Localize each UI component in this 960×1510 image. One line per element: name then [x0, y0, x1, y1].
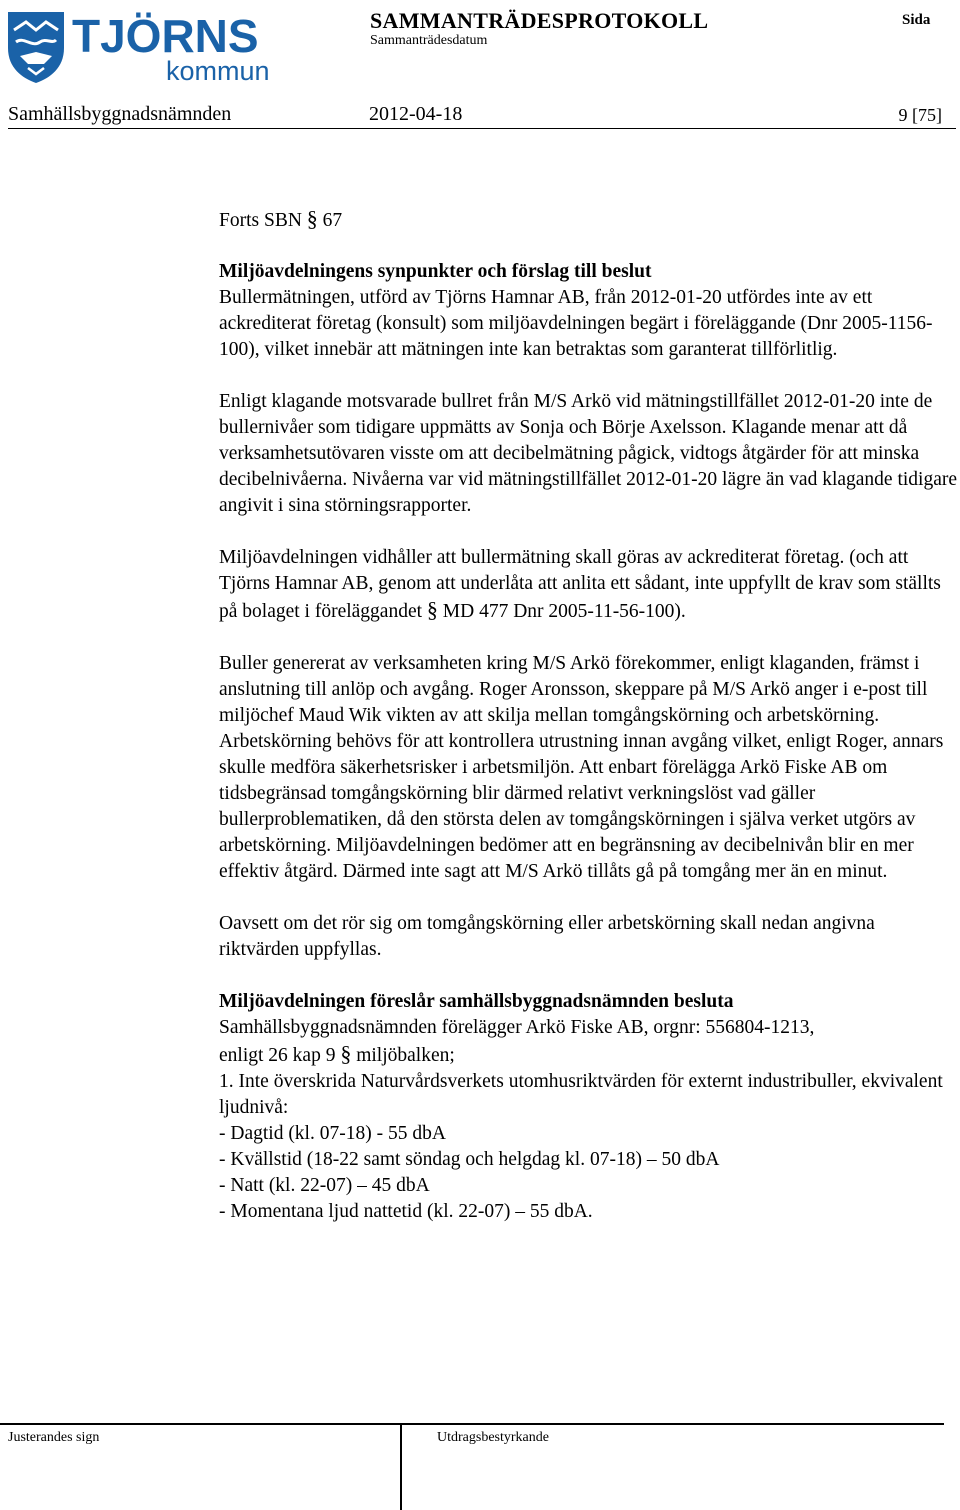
document-type: SAMMANTRÄDESPROTOKOLL — [370, 8, 709, 33]
paragraph-5: Oavsett om det rör sig om tomgångskörning eller arbetskörning skall nedan angivna riktvärden uppfyllas. — [219, 913, 875, 960]
tjorn-crest-icon — [6, 8, 271, 84]
municipality-logo — [6, 8, 271, 84]
sign-label: Justerandes sign — [8, 1430, 100, 1445]
footer-divider — [0, 1423, 944, 1425]
section-reference: Forts SBN § 67 — [219, 206, 343, 231]
committee-name: Samhällsbyggnadsnämnden — [8, 103, 232, 125]
coat-of-arms-icon — [8, 12, 64, 83]
decision-line-2: enligt 26 kap 9 § miljöbalken; — [219, 1041, 455, 1066]
page-label: Sida — [902, 12, 931, 28]
logo-main-text: TJÖRNS — [72, 10, 259, 62]
header-row — [8, 103, 942, 129]
paragraph-1: Bullermätningen, utförd av Tjörns Hamnar AB, från 2012-01-20 utfördes inte av ett ackrediterat företag (konsult) som miljöavdelningen begärt i föreläggande (Dnr 2005-1156-100), vilket innebär att mätningen inte kan betraktas som garanterat tillförlitlig. — [219, 287, 933, 360]
meeting-date: 2012-04-18 — [369, 103, 463, 125]
heading-decision: Miljöavdelningen föreslår samhällsbyggnadsnämnden besluta — [219, 991, 734, 1012]
header-divider — [8, 128, 956, 129]
section-sign: § — [340, 1041, 352, 1066]
footer-column-divider — [400, 1424, 402, 1510]
meeting-date-label: Sammanträdesdatum — [370, 33, 488, 48]
page-number: 9 [75] — [898, 105, 942, 125]
list-item: - Kvällstid (18-22 samt söndag och helgdag kl. 07-18) – 50 dbA — [219, 1149, 720, 1170]
heading-synpunkter: Miljöavdelningens synpunkter och förslag till beslut — [219, 261, 652, 282]
decision-line-1: Samhällsbyggnadsnämnden förelägger Arkö Fiske AB, orgnr: 556804-1213, — [219, 1017, 815, 1038]
section-sign: § — [306, 206, 318, 231]
list-item: - Natt (kl. 22-07) – 45 dbA — [219, 1175, 430, 1196]
document-body — [219, 206, 957, 1225]
paragraph-3: Miljöavdelningen vidhåller att bullermätning skall göras av ackrediterat företag. (och att Tjörns Hamnar AB, genom att underlåta att anlita ett sådant, inte uppfyllt de krav som ställts på bolaget i föreläggandet § MD 477 Dnr 2005-11-56-100). — [219, 547, 941, 622]
paragraph-4: Buller genererat av verksamheten kring M/S Arkö förekommer, enligt klaganden, främst i anslutning till anlöp och avgång. Roger Aronsson, skeppare på M/S Arkö anger i e-post till miljöchef Maud Wik vikten av att skilja mellan tomgångskörning och arbetskörning. Arbetskörning behövs för att kontrollera utrustning innan avgång vilket, enligt Roger, annars skulle medföra säkerhetsrisker i arbetsmiljön. Att enbart förelägga Arkö Fiske AB om tidsbegränsad tomgångskörning blir därmed relativt verkningslöst vad gäller bullerproblematiken, då den största delen av tomgångskörningen i själva verket utgörs av arbetskörning. Miljöavdelningen bedömer att en begränsning av decibelnivån blir en mer effektiv åtgärd. Därmed inte sagt att M/S Arkö tillåts gå på tomgång mer än en minut. — [219, 653, 944, 882]
list-item: - Dagtid (kl. 07-18) - 55 dbA — [219, 1123, 446, 1144]
paragraph-2: Enligt klagande motsvarade bullret från M/S Arkö vid mätningstillfället 2012-01-20 inte de bullernivåer som tidigare uppmätts av Sonja och Börje Axelsson. Klagande menar att då verksamhetsutövaren visste om att decibelmätning pågick, vidtogs åtgärder för att minska decibelnivåerna. Nivåerna var vid mätningstillfället 2012-01-20 lägre än vad klagande tidigare angivit i sina störningsrapporter. — [219, 391, 958, 516]
section-sign: § — [426, 597, 438, 622]
logo-sub-text: kommun — [166, 56, 270, 84]
list-item: - Momentana ljud nattetid (kl. 22-07) – 55 dbA. — [219, 1201, 593, 1222]
list-item: 1. Inte överskrida Naturvårdsverkets utomhusriktvärden för externt industribuller, ekvivalent ljudnivå: — [219, 1071, 943, 1118]
extract-label: Utdragsbestyrkande — [437, 1430, 549, 1445]
